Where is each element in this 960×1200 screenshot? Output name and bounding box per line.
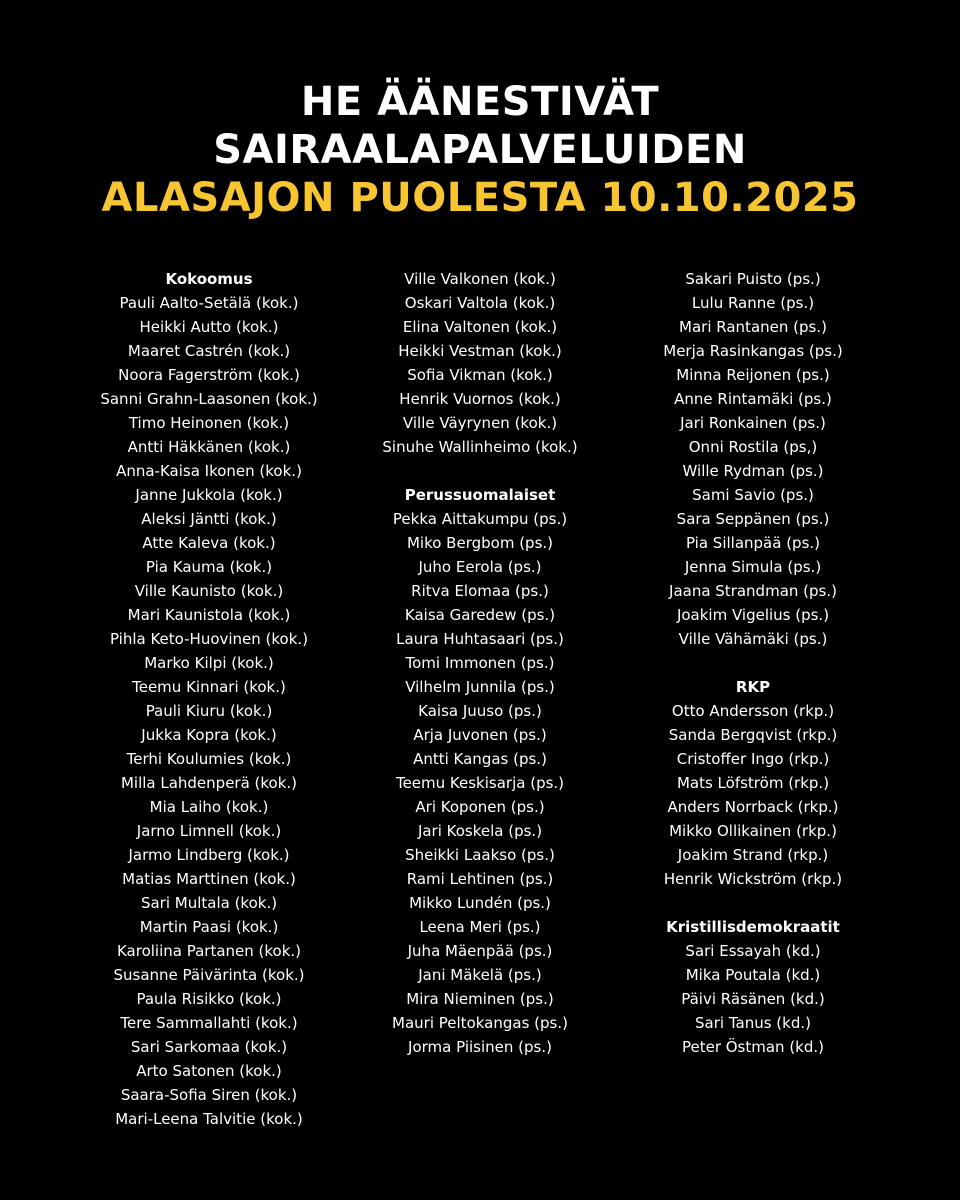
member-name: Pauli Kiuru (kok.): [145, 702, 273, 720]
member-name: Sami Savio (ps.): [692, 486, 814, 504]
member-name: Anna-Kaisa Ikonen (kok.): [116, 462, 302, 480]
member-name: Henrik Wickström (rkp.): [663, 870, 843, 888]
member-name: Kaisa Juuso (ps.): [418, 702, 542, 720]
member-name: Teemu Keskisarja (ps.): [395, 774, 565, 792]
member-name: Sanni Grahn-Laasonen (kok.): [100, 390, 318, 408]
member-name: Milla Lahdenperä (kok.): [120, 774, 298, 792]
spacer: [320, 459, 640, 483]
member-name: Miko Bergbom (ps.): [406, 534, 554, 552]
spacer: [593, 651, 913, 675]
member-name: Tere Sammallahti (kok.): [120, 1014, 298, 1032]
member-name: Jorma Piisinen (ps.): [408, 1038, 552, 1056]
column-2: [320, 267, 640, 1059]
member-name: Pekka Aittakumpu (ps.): [392, 510, 568, 528]
member-name: Tomi Immonen (ps.): [405, 654, 555, 672]
member-name: Pia Sillanpää (ps.): [685, 534, 821, 552]
member-name: Janne Jukkola (kok.): [135, 486, 283, 504]
member-name: Noora Fagerström (kok.): [118, 366, 300, 384]
member-name: Anders Norrback (rkp.): [667, 798, 839, 816]
member-name: Antti Kangas (ps.): [413, 750, 547, 768]
member-name: Peter Östman (kd.): [681, 1038, 825, 1056]
member-name: Heikki Autto (kok.): [139, 318, 279, 336]
party-heading-kd: Kristillisdemokraatit: [666, 918, 840, 936]
member-name: Jarmo Lindberg (kok.): [128, 846, 290, 864]
member-name: Onni Rostila (ps,): [688, 438, 818, 456]
member-name: Juha Mäenpää (ps.): [407, 942, 553, 960]
member-name: Susanne Päivärinta (kok.): [113, 966, 305, 984]
member-name: Mari Rantanen (ps.): [679, 318, 827, 336]
poster-title: [0, 78, 960, 222]
member-name: Aleksi Jäntti (kok.): [141, 510, 277, 528]
member-name: Terhi Koulumies (kok.): [126, 750, 292, 768]
member-name: Anne Rintamäki (ps.): [674, 390, 832, 408]
member-name: Ari Koponen (ps.): [415, 798, 545, 816]
member-name: Atte Kaleva (kok.): [142, 534, 276, 552]
party-heading-perussuomalaiset: Perussuomalaiset: [404, 486, 556, 504]
member-name: Maaret Castrén (kok.): [127, 342, 291, 360]
member-name: Elina Valtonen (kok.): [402, 318, 558, 336]
member-name: Joakim Vigelius (ps.): [676, 606, 830, 624]
member-name: Jari Ronkainen (ps.): [680, 414, 826, 432]
member-name: Arto Satonen (kok.): [136, 1062, 282, 1080]
member-name: Mari-Leena Talvitie (kok.): [115, 1110, 303, 1128]
title-line-2: SAIRAALAPALVELUIDEN: [213, 127, 747, 173]
member-name: Jani Mäkelä (ps.): [418, 966, 542, 984]
member-name: Henrik Vuornos (kok.): [399, 390, 561, 408]
member-name: Pihla Keto-Huovinen (kok.): [109, 630, 309, 648]
member-name: Vilhelm Junnila (ps.): [405, 678, 555, 696]
member-name: Jari Koskela (ps.): [417, 822, 543, 840]
member-name: Joakim Strand (rkp.): [677, 846, 829, 864]
member-name: Kaisa Garedew (ps.): [404, 606, 556, 624]
member-name: Ville Väyrynen (kok.): [402, 414, 558, 432]
member-name: Sofia Vikman (kok.): [407, 366, 553, 384]
member-name: Sari Tanus (kd.): [695, 1014, 811, 1032]
member-name: Sara Seppänen (ps.): [676, 510, 830, 528]
member-name: Sakari Puisto (ps.): [685, 270, 821, 288]
member-name: Lulu Ranne (ps.): [691, 294, 815, 312]
title-line-3: ALASAJON PUOLESTA 10.10.2025: [101, 175, 859, 221]
member-name: Leena Meri (ps.): [419, 918, 541, 936]
member-name: Sinuhe Wallinheimo (kok.): [382, 438, 578, 456]
member-name: Martin Paasi (kok.): [139, 918, 279, 936]
member-name: Ville Kaunisto (kok.): [134, 582, 284, 600]
member-name: Cristoffer Ingo (rkp.): [676, 750, 830, 768]
member-name: Matias Marttinen (kok.): [122, 870, 296, 888]
member-name: Marko Kilpi (kok.): [144, 654, 274, 672]
member-name: Jukka Kopra (kok.): [141, 726, 277, 744]
member-name: Paula Risikko (kok.): [136, 990, 282, 1008]
member-name: Pia Kauma (kok.): [145, 558, 273, 576]
member-name: Mika Poutala (kd.): [685, 966, 821, 984]
member-name: Ville Vähämäki (ps.): [678, 630, 828, 648]
member-name: Saara-Sofia Siren (kok.): [120, 1086, 298, 1104]
member-name: Antti Häkkänen (kok.): [127, 438, 291, 456]
member-name: Mari Kaunistola (kok.): [127, 606, 291, 624]
member-name: Mia Laiho (kok.): [149, 798, 269, 816]
member-name: Mikko Ollikainen (rkp.): [669, 822, 837, 840]
member-name: Pauli Aalto-Setälä (kok.): [119, 294, 299, 312]
member-name: Sheikki Laakso (ps.): [405, 846, 555, 864]
member-name: Wille Rydman (ps.): [682, 462, 824, 480]
column-3: [593, 267, 913, 1059]
member-name: Ritva Elomaa (ps.): [411, 582, 549, 600]
member-name: Sari Multala (kok.): [140, 894, 278, 912]
member-name: Jarno Limnell (kok.): [136, 822, 282, 840]
member-name: Karoliina Partanen (kok.): [116, 942, 302, 960]
member-name: Otto Andersson (rkp.): [671, 702, 835, 720]
member-name: Merja Rasinkangas (ps.): [663, 342, 843, 360]
member-name: Mira Nieminen (ps.): [406, 990, 554, 1008]
member-name: Heikki Vestman (kok.): [398, 342, 562, 360]
member-name: Timo Heinonen (kok.): [128, 414, 290, 432]
member-name: Sari Sarkomaa (kok.): [130, 1038, 288, 1056]
member-name: Sanda Bergqvist (rkp.): [668, 726, 838, 744]
member-name: Päivi Räsänen (kd.): [681, 990, 825, 1008]
member-name: Mikko Lundén (ps.): [409, 894, 551, 912]
party-heading-rkp: RKP: [735, 678, 771, 696]
member-name: Ville Valkonen (kok.): [404, 270, 556, 288]
member-name: Teemu Kinnari (kok.): [132, 678, 286, 696]
member-name: Jaana Strandman (ps.): [669, 582, 837, 600]
member-name: Jenna Simula (ps.): [684, 558, 822, 576]
member-name: Sari Essayah (kd.): [685, 942, 821, 960]
member-name: Rami Lehtinen (ps.): [406, 870, 554, 888]
member-name: Mats Löfström (rkp.): [676, 774, 830, 792]
member-name: Laura Huhtasaari (ps.): [396, 630, 564, 648]
member-name: Oskari Valtola (kok.): [404, 294, 556, 312]
party-heading-kokoomus: Kokoomus: [165, 270, 253, 288]
member-name: Arja Juvonen (ps.): [413, 726, 547, 744]
title-line-1: HE ÄÄNESTIVÄT: [300, 79, 660, 125]
member-name: Mauri Peltokangas (ps.): [392, 1014, 568, 1032]
member-name: Juho Eerola (ps.): [418, 558, 542, 576]
spacer: [593, 891, 913, 915]
member-name: Minna Reijonen (ps.): [676, 366, 830, 384]
